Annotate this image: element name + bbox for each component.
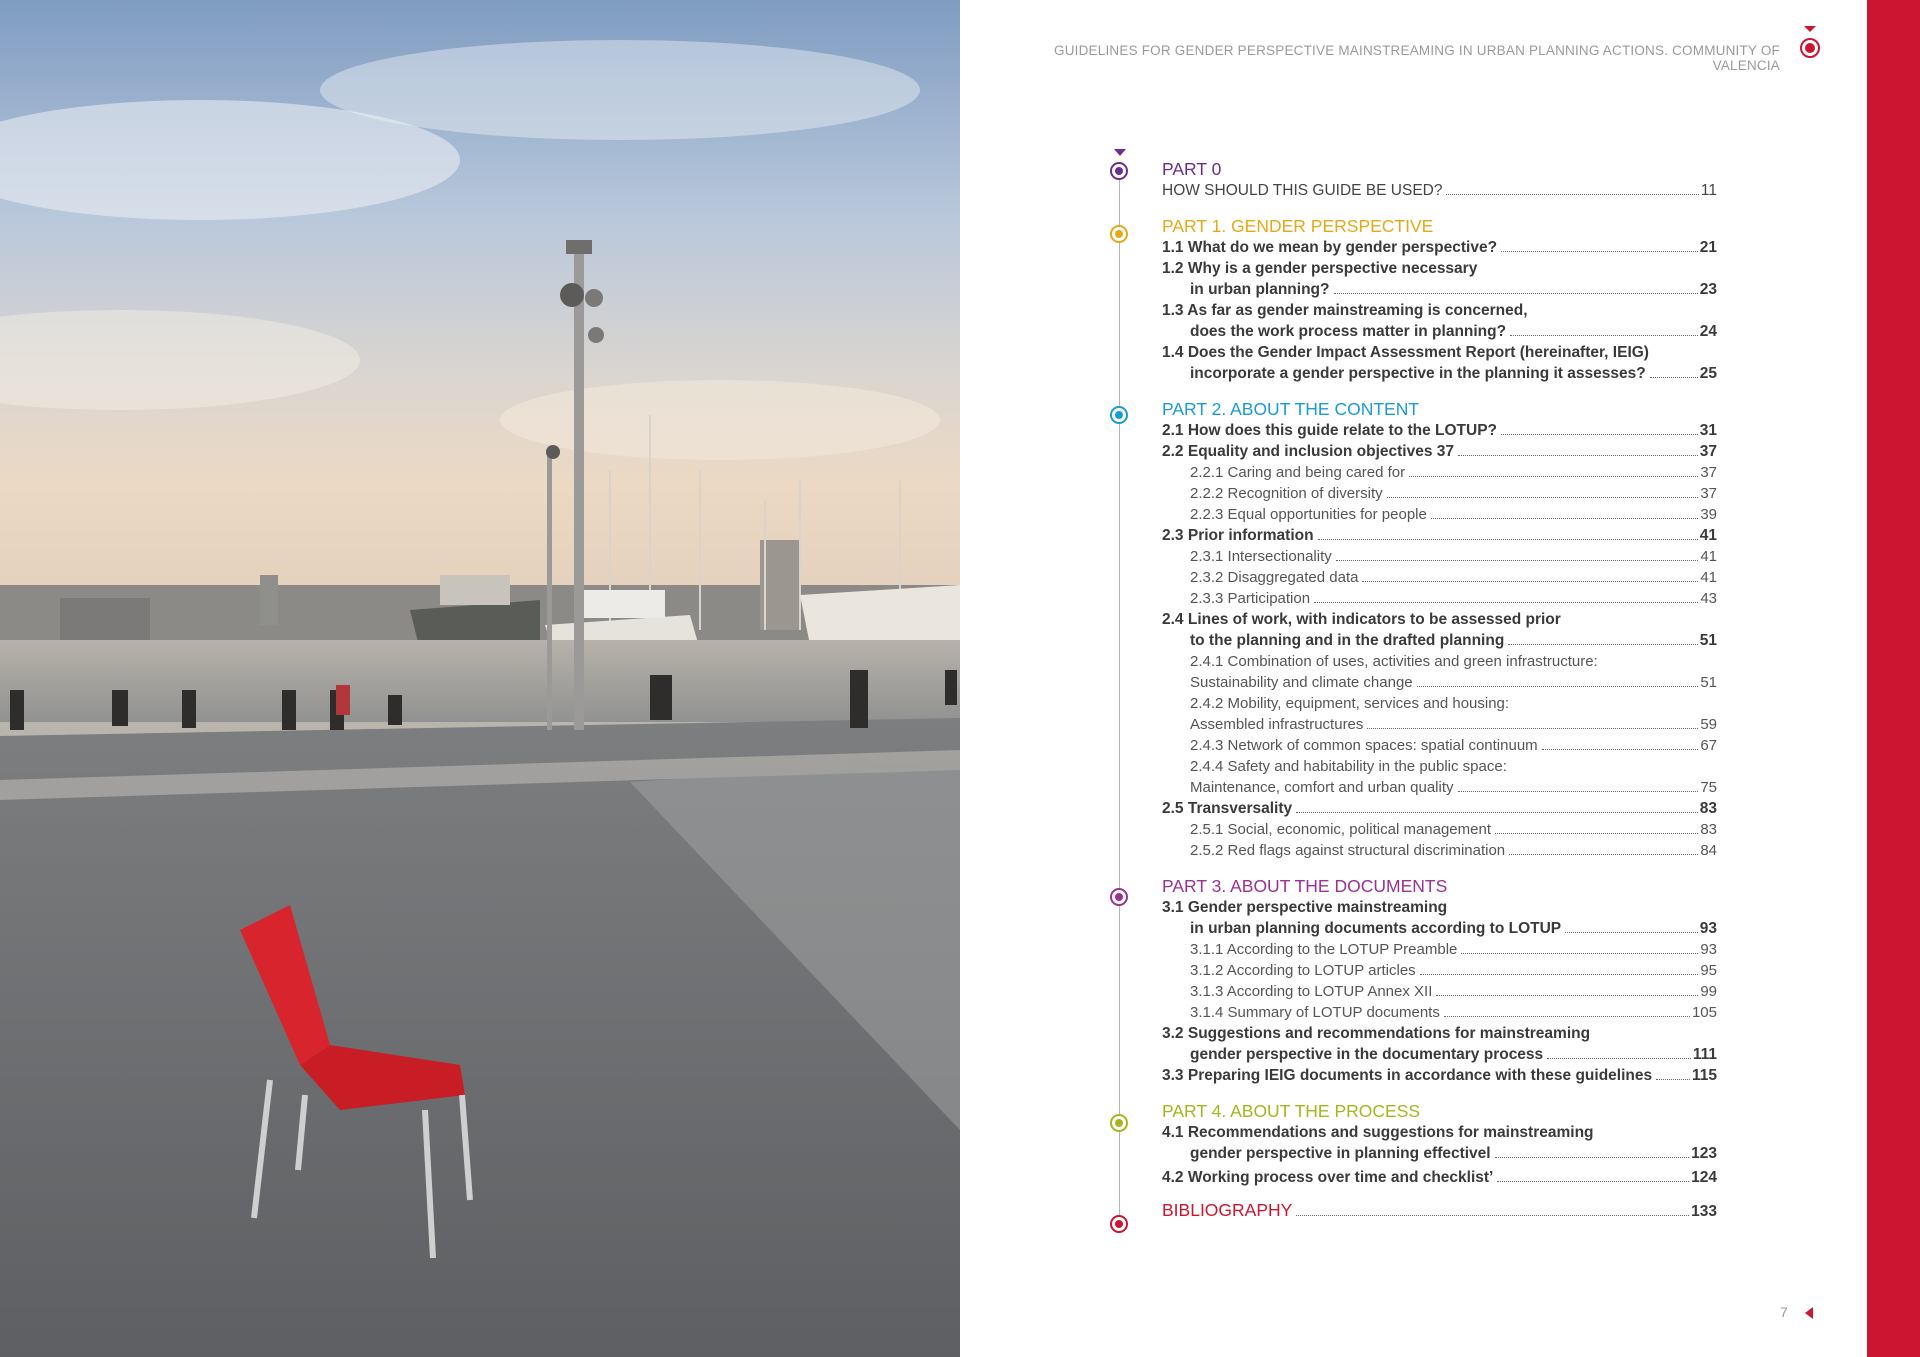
part2-dot-icon bbox=[1110, 406, 1128, 424]
toc-page-number: 93 bbox=[1699, 920, 1717, 937]
part2-heading[interactable]: PART 2. ABOUT THE CONTENT bbox=[1162, 399, 1420, 419]
toc-entry-title: 2.2.1 Caring and being cared for bbox=[1190, 464, 1406, 481]
toc-entry-title: 2.2 Equality and inclusion objectives 37 bbox=[1162, 443, 1455, 460]
toc-page-number: 133 bbox=[1691, 1203, 1717, 1220]
toc-page-number: 83 bbox=[1699, 800, 1717, 817]
toc-entry[interactable] bbox=[1162, 525, 1717, 546]
toc-subentry[interactable] bbox=[1162, 735, 1717, 756]
toc-page-number: 111 bbox=[1692, 1046, 1717, 1063]
toc-page-number: 84 bbox=[1700, 842, 1717, 859]
toc-page-number: 25 bbox=[1699, 365, 1717, 382]
toc-page-number: 41 bbox=[1700, 548, 1717, 565]
toc-subentry[interactable] bbox=[1162, 546, 1717, 567]
timeline-arrow-icon bbox=[1113, 148, 1127, 158]
toc-page-number: 93 bbox=[1700, 941, 1717, 958]
toc-page-number: 24 bbox=[1699, 323, 1717, 340]
toc-page-number: 41 bbox=[1699, 527, 1717, 544]
toc-subentry[interactable] bbox=[1162, 960, 1717, 981]
toc-entry-first-line[interactable]: 1.2 Why is a gender perspective necessary bbox=[1162, 260, 1478, 277]
toc-page-number: 37 bbox=[1700, 464, 1717, 481]
toc-entry-title: 3.3 Preparing IEIG documents in accordance with these guidelines bbox=[1162, 1067, 1653, 1084]
toc-page-number: 31 bbox=[1699, 422, 1717, 439]
toc-entry[interactable] bbox=[1162, 180, 1717, 201]
part1-heading[interactable]: PART 1. GENDER PERSPECTIVE bbox=[1162, 216, 1434, 236]
toc-page-number: 124 bbox=[1691, 1169, 1717, 1186]
running-header: GUIDELINES FOR GENDER PERSPECTIVE MAINSTREAMING IN URBAN PLANNING ACTIONS. COMMUNITY OF VALENCIA bbox=[1054, 43, 1780, 73]
toc-entry-title: Sustainability and climate change bbox=[1190, 674, 1413, 691]
toc-entry-title: 2.2.3 Equal opportunities for people bbox=[1190, 506, 1427, 523]
toc-entry-title: 3.1.1 According to the LOTUP Preamble bbox=[1190, 941, 1458, 958]
toc-entry-title: HOW SHOULD THIS GUIDE BE USED? bbox=[1162, 182, 1443, 199]
part0-heading[interactable]: PART 0 bbox=[1162, 159, 1222, 179]
toc-entry[interactable] bbox=[1162, 1065, 1717, 1086]
toc-subentry[interactable] bbox=[1162, 714, 1717, 735]
table-of-contents bbox=[1162, 158, 1717, 1222]
toc-page-number: 51 bbox=[1699, 632, 1717, 649]
toc-page-number: 11 bbox=[1700, 182, 1717, 199]
bibliography-heading: BIBLIOGRAPHY bbox=[1162, 1200, 1293, 1220]
toc-subentry[interactable] bbox=[1162, 504, 1717, 525]
toc-page-number: 115 bbox=[1691, 1067, 1717, 1084]
toc-entry-title: 3.1.2 According to LOTUP articles bbox=[1190, 962, 1416, 979]
part3-dot-icon bbox=[1110, 888, 1128, 906]
toc-entry-title: 2.3 Prior information bbox=[1162, 527, 1314, 544]
toc-subentry[interactable] bbox=[1162, 939, 1717, 960]
toc-page-number: 99 bbox=[1700, 983, 1717, 1000]
toc-subentry[interactable] bbox=[1162, 819, 1717, 840]
toc-entry[interactable] bbox=[1162, 630, 1717, 651]
toc-entry[interactable] bbox=[1162, 321, 1717, 342]
toc-page-number: 37 bbox=[1700, 485, 1717, 502]
toc-entry[interactable] bbox=[1162, 420, 1717, 441]
toc-entry-title: 2.3.2 Disaggregated data bbox=[1190, 569, 1359, 586]
toc-entry-title: 2.4.3 Network of common spaces: spatial continuum bbox=[1190, 737, 1538, 754]
toc-entry-title: to the planning and in the drafted planning bbox=[1190, 632, 1505, 649]
toc-page-number: 21 bbox=[1699, 239, 1717, 256]
toc-page-number: 75 bbox=[1700, 779, 1717, 796]
bibliography-dot-icon bbox=[1110, 1215, 1128, 1233]
part4-dot-icon bbox=[1110, 1114, 1128, 1132]
toc-subentry-first-line[interactable]: 2.4.1 Combination of uses, activities and green infrastructure: bbox=[1190, 653, 1598, 670]
toc-page-number: 41 bbox=[1700, 569, 1717, 586]
page-number: 7 bbox=[1780, 1304, 1788, 1320]
toc-page-number: 123 bbox=[1691, 1145, 1717, 1162]
toc-entry-title: 3.1.4 Summary of LOTUP documents bbox=[1190, 1004, 1440, 1021]
toc-page-number: 23 bbox=[1699, 281, 1717, 298]
toc-entry-title: 2.5.2 Red flags against structural discrimination bbox=[1190, 842, 1506, 859]
toc-subentry[interactable] bbox=[1162, 588, 1717, 609]
toc-entry-title: 4.2 Working process over time and checklist’ bbox=[1162, 1169, 1494, 1186]
toc-entry-title: Maintenance, comfort and urban quality bbox=[1190, 779, 1454, 796]
toc-entry[interactable] bbox=[1162, 441, 1717, 462]
toc-entry-title: 2.3.1 Intersectionality bbox=[1190, 548, 1332, 565]
accent-side-bar bbox=[1867, 0, 1920, 1357]
toc-entry-title: incorporate a gender perspective in the planning it assesses? bbox=[1190, 365, 1646, 382]
toc-page-number: 43 bbox=[1700, 590, 1717, 607]
toc-page-number: 67 bbox=[1700, 737, 1717, 754]
toc-entry-title: in urban planning documents according to LOTUP bbox=[1190, 920, 1562, 937]
toc-subentry[interactable] bbox=[1162, 1002, 1717, 1023]
toc-subentry-first-line[interactable]: 2.4.4 Safety and habitability in the public space: bbox=[1190, 758, 1507, 775]
header-marker-icon bbox=[1799, 26, 1821, 62]
toc-subentry[interactable] bbox=[1162, 981, 1717, 1002]
toc-page-number: 37 bbox=[1699, 443, 1717, 460]
part0-dot-icon bbox=[1110, 162, 1128, 180]
toc-entry-title: Assembled infrastructures bbox=[1190, 716, 1364, 733]
toc-subentry[interactable] bbox=[1162, 483, 1717, 504]
toc-page-number: 59 bbox=[1700, 716, 1717, 733]
toc-entry[interactable] bbox=[1162, 1143, 1717, 1164]
toc-entry[interactable] bbox=[1162, 1167, 1717, 1188]
toc-entry-first-line[interactable]: 1.3 As far as gender mainstreaming is concerned, bbox=[1162, 302, 1528, 319]
toc-entry[interactable] bbox=[1162, 279, 1717, 300]
toc-entry-title: 2.1 How does this guide relate to the LOTUP? bbox=[1162, 422, 1498, 439]
toc-page-number: 95 bbox=[1700, 962, 1717, 979]
page-arrow-icon bbox=[1804, 1306, 1814, 1320]
toc-entry[interactable] bbox=[1162, 237, 1717, 258]
part1-dot-icon bbox=[1110, 225, 1128, 243]
toc-page-number: 39 bbox=[1700, 506, 1717, 523]
toc-subentry[interactable] bbox=[1162, 840, 1717, 861]
toc-entry[interactable] bbox=[1162, 918, 1717, 939]
toc-page-number: 51 bbox=[1700, 674, 1717, 691]
toc-entry-title: gender perspective in planning effectivel bbox=[1190, 1145, 1491, 1162]
toc-entry-first-line[interactable]: 4.1 Recommendations and suggestions for mainstreaming bbox=[1162, 1124, 1594, 1141]
toc-entry-first-line[interactable]: 2.4 Lines of work, with indicators to be assessed prior bbox=[1162, 611, 1561, 628]
toc-entry-title: in urban planning? bbox=[1190, 281, 1330, 298]
toc-entry-title: 2.3.3 Participation bbox=[1190, 590, 1311, 607]
part3-heading[interactable]: PART 3. ABOUT THE DOCUMENTS bbox=[1162, 876, 1448, 896]
bibliography-entry[interactable] bbox=[1162, 1200, 1717, 1222]
toc-entry-title: 1.1 What do we mean by gender perspective? bbox=[1162, 239, 1498, 256]
toc-entry[interactable] bbox=[1162, 363, 1717, 384]
toc-entry[interactable] bbox=[1162, 1044, 1717, 1065]
toc-subentry[interactable] bbox=[1162, 462, 1717, 483]
toc-subentry[interactable] bbox=[1162, 672, 1717, 693]
toc-entry-title: 3.1.3 According to LOTUP Annex XII bbox=[1190, 983, 1433, 1000]
toc-entry-first-line[interactable]: 1.4 Does the Gender Impact Assessment Report (hereinafter, IEIG) bbox=[1162, 344, 1649, 361]
part4-heading[interactable]: PART 4. ABOUT THE PROCESS bbox=[1162, 1101, 1421, 1121]
toc-entry[interactable] bbox=[1162, 798, 1717, 819]
toc-subentry[interactable] bbox=[1162, 777, 1717, 798]
toc-entry-title: gender perspective in the documentary process bbox=[1190, 1046, 1544, 1063]
toc-entry-first-line[interactable]: 3.2 Suggestions and recommendations for mainstreaming bbox=[1162, 1025, 1591, 1042]
toc-entry-title: does the work process matter in planning? bbox=[1190, 323, 1507, 340]
toc-timeline-line bbox=[1119, 170, 1120, 1224]
toc-page-number: 105 bbox=[1691, 1004, 1717, 1021]
toc-page-number: 83 bbox=[1700, 821, 1717, 838]
toc-entry-title: 2.5 Transversality bbox=[1162, 800, 1293, 817]
toc-entry-title: 2.2.2 Recognition of diversity bbox=[1190, 485, 1383, 502]
toc-entry-first-line[interactable]: 3.1 Gender perspective mainstreaming bbox=[1162, 899, 1448, 916]
toc-entry-title: 2.5.1 Social, economic, political management bbox=[1190, 821, 1491, 838]
toc-subentry-first-line[interactable]: 2.4.2 Mobility, equipment, services and housing: bbox=[1190, 695, 1510, 712]
toc-subentry[interactable] bbox=[1162, 567, 1717, 588]
